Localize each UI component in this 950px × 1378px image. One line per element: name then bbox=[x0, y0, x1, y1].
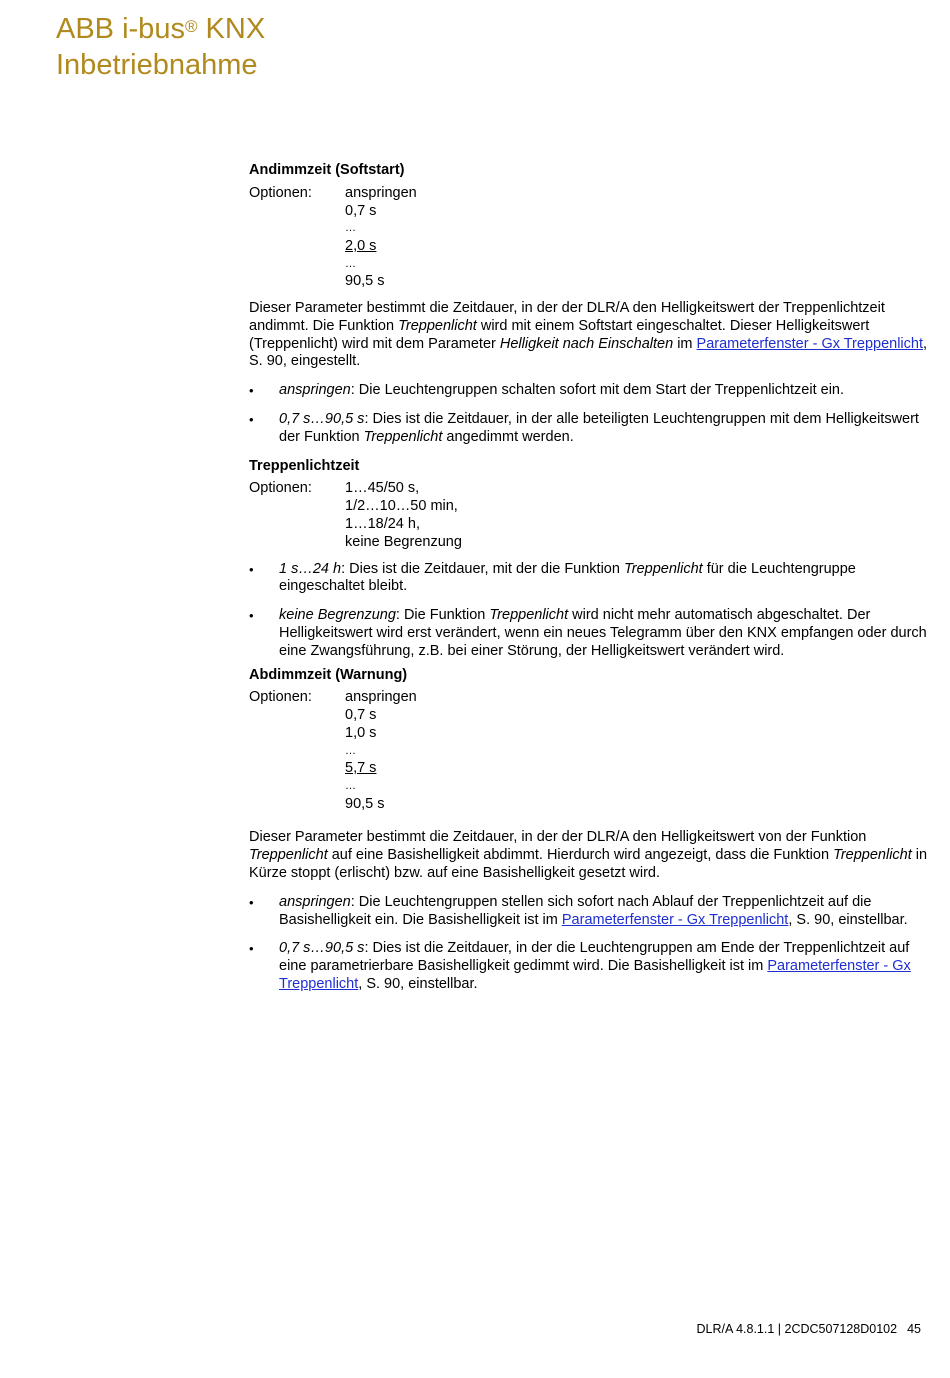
option-item: 0,7 s bbox=[345, 202, 377, 219]
link-parameterfenster[interactable]: Parameterfenster - Gx Treppenlicht bbox=[561, 911, 789, 928]
bullet-item bbox=[249, 607, 929, 660]
options-block bbox=[249, 689, 929, 813]
paragraph: Dieser Parameter bestimmt die Zeitdauer, in der der DLR/A den Helligkeitswert von der Funktion Treppenlicht auf eine Basishelligkeit abdimmt. Hierdurch wird angezeigt, dass die Funktion Treppenlicht in Kürze stoppt (erlischt) bzw. auf eine Basishelligkeit gesetzt wird. bbox=[249, 829, 928, 881]
header-section: Inbetriebnahme bbox=[56, 49, 258, 81]
bullet-text: 0,7 s…90,5 s: Dies ist die Zeitdauer, in der alle beteiligten Leuchtengruppen mit dem Helligkeitswert der Funktion Treppenlicht angedimmt werden. bbox=[279, 410, 919, 445]
page-number: 45 bbox=[907, 1322, 921, 1336]
registered-mark: ® bbox=[184, 17, 198, 36]
option-item: 1…45/50 s, bbox=[345, 480, 420, 497]
option-item: anspringen bbox=[345, 184, 417, 201]
options-list bbox=[345, 480, 462, 551]
options-list bbox=[345, 689, 417, 813]
footer-doc-id: DLR/A 4.8.1.1 | 2CDC507128D0102 bbox=[696, 1322, 898, 1336]
section-title: Treppenlichtzeit bbox=[249, 457, 360, 474]
option-ellipsis: … bbox=[345, 744, 356, 757]
bullet-text: keine Begrenzung: Die Funktion Treppenlicht wird nicht mehr automatisch abgeschaltet. Der Helligkeitswert wird erst verändert, wenn ein neues Telegramm über den KNX empfangen oder durch eine Zwangsführung, z.B. bei einer Störung, der Helligkeitswert verändert wird. bbox=[279, 607, 927, 659]
option-item: 1/2…10…50 min, bbox=[345, 498, 458, 515]
bullet-item bbox=[249, 411, 929, 447]
bullet-icon: • bbox=[249, 561, 254, 577]
bullet-icon: • bbox=[249, 894, 254, 910]
options-label: Optionen: bbox=[249, 480, 312, 497]
options-list bbox=[345, 185, 417, 291]
page-content bbox=[249, 162, 929, 1005]
option-item: 0,7 s bbox=[345, 707, 377, 724]
bullet-icon: • bbox=[249, 411, 254, 427]
option-item: 90,5 s bbox=[345, 795, 385, 812]
bullet-text: 0,7 s…90,5 s: Dies ist die Zeitdauer, in der die Leuchtengruppen am Ende der Treppenlichtzeit auf eine parametrierbare Basishelligkeit gedimmt wird. Die Basishelligkeit ist im Parameterfenster - Gx Treppenlicht, S. 90, einstellbar. bbox=[279, 940, 911, 992]
option-item: 1…18/24 h, bbox=[345, 515, 420, 532]
option-ellipsis: … bbox=[345, 780, 356, 793]
option-item-default: 2,0 s bbox=[345, 237, 377, 254]
bullet-item bbox=[249, 894, 929, 930]
link-parameterfenster[interactable]: Parameterfenster - Gx Treppenlicht bbox=[279, 958, 911, 992]
page-footer bbox=[696, 1322, 921, 1336]
section-title: Abdimmzeit (Warnung) bbox=[249, 666, 408, 683]
option-ellipsis: … bbox=[345, 222, 356, 235]
options-block bbox=[249, 185, 929, 291]
option-item: 1,0 s bbox=[345, 724, 377, 741]
link-parameterfenster[interactable]: Parameterfenster - Gx Treppenlicht bbox=[696, 335, 923, 352]
options-label: Optionen: bbox=[249, 689, 312, 706]
bullet-icon: • bbox=[249, 941, 254, 957]
paragraph: Dieser Parameter bestimmt die Zeitdauer, in der der DLR/A den Helligkeitswert der Treppenlichtzeit andimmt. Die Funktion Treppenlicht wird mit einem Softstart eingeschaltet. Dieser Helligkeitswert (Treppenlicht) wird mit dem Parameter Helligkeit nach Einschalten im Parameterfenster - Gx Treppenlicht, S. 90, eingestellt. bbox=[249, 299, 928, 370]
bullet-text: anspringen: Die Leuchtengruppen schalten sofort mit dem Start der Treppenlichtzeit ein. bbox=[279, 382, 845, 399]
bullet-item bbox=[249, 382, 929, 400]
section-title: Andimmzeit (Softstart) bbox=[249, 162, 405, 178]
header-brand: ABB i-bus® KNX bbox=[56, 13, 266, 45]
option-item: anspringen bbox=[345, 689, 417, 706]
option-item-default: 5,7 s bbox=[345, 760, 377, 777]
options-block bbox=[249, 480, 929, 551]
option-item: keine Begrenzung bbox=[345, 533, 462, 550]
bullet-text: anspringen: Die Leuchtengruppen stellen sich sofort nach Ablauf der Treppenlichtzeit auf die Basishelligkeit ein. Die Basishelligkeit ist im Parameterfenster - Gx Treppenlicht, S. 90, einstellbar. bbox=[279, 893, 908, 928]
bullet-item bbox=[249, 940, 929, 993]
option-ellipsis: … bbox=[345, 257, 356, 270]
option-item: 90,5 s bbox=[345, 273, 385, 290]
bullet-item bbox=[249, 561, 929, 597]
options-label: Optionen: bbox=[249, 184, 312, 201]
bullet-text: 1 s…24 h: Dies ist die Zeitdauer, mit der die Funktion Treppenlicht für die Leuchtengruppe eingeschaltet bleibt. bbox=[279, 560, 856, 595]
bullet-icon: • bbox=[249, 608, 254, 624]
bullet-icon: • bbox=[249, 383, 254, 399]
